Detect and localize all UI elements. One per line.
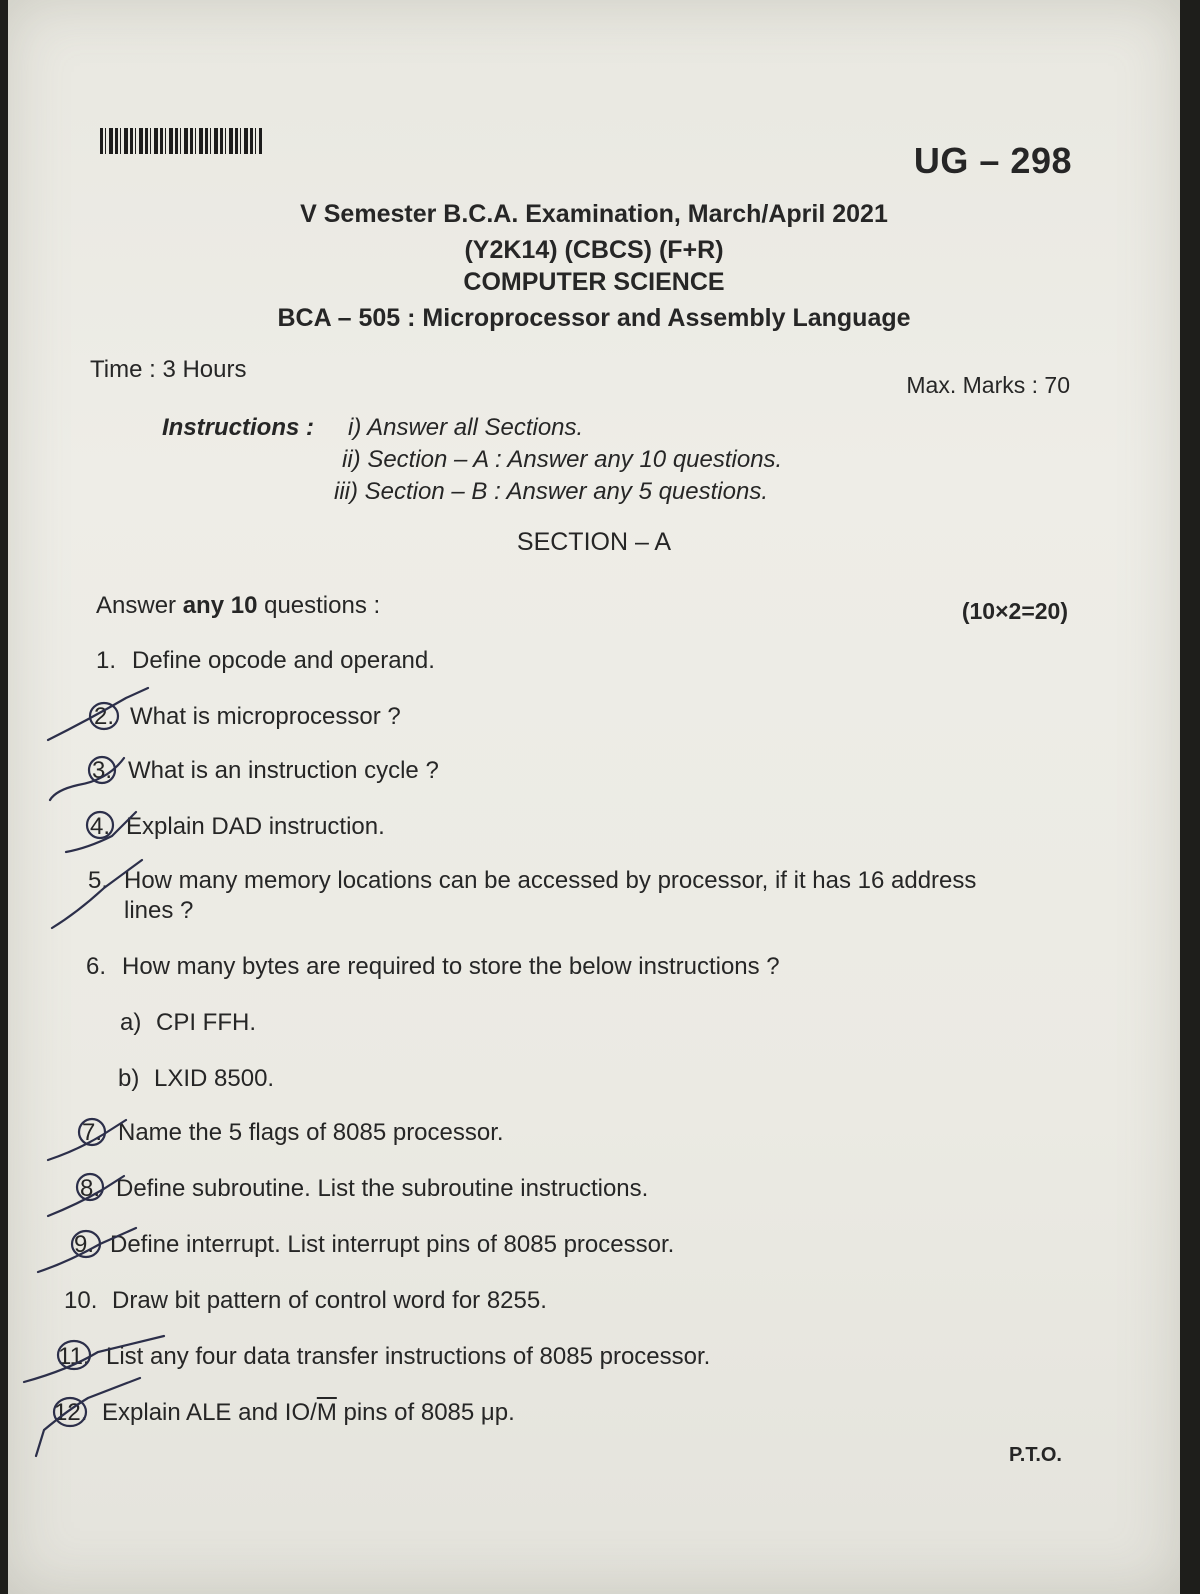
question-8: [80, 1174, 648, 1204]
instructions-label: Instructions :: [162, 414, 315, 441]
exam-title: V Semester B.C.A. Examination, March/April 2021: [300, 200, 888, 228]
question-text: How many memory locations can be accessed by processor, if it has 16 address lines ?: [124, 867, 977, 924]
exam-scheme: (Y2K14) (CBCS) (F+R): [464, 236, 724, 264]
question-number: 9.: [74, 1231, 95, 1258]
page-turn-note: P.T.O.: [1009, 1444, 1062, 1466]
question-7: [82, 1118, 504, 1148]
overlined-m: $\overline{M}$: [316, 1399, 337, 1426]
answer-prefix: Answer: [96, 592, 177, 619]
answer-suffix: questions :: [264, 592, 381, 619]
question-6-part-b: [118, 1064, 274, 1094]
question-10: [64, 1286, 547, 1316]
answer-instruction: [96, 592, 380, 620]
question-text: Draw bit pattern of control word for 8255.: [112, 1287, 547, 1314]
question-text-end: pins of 8085 μp.: [336, 1399, 515, 1426]
subpart-label: a): [120, 1009, 142, 1036]
question-4: [90, 812, 385, 842]
question-text: List any four data transfer instructions of 8085 processor.: [106, 1343, 711, 1370]
time-allowed: Time : 3 Hours: [90, 356, 247, 383]
question-number: 7.: [82, 1119, 103, 1146]
question-text: Define subroutine. List the subroutine instructions.: [116, 1175, 649, 1202]
instruction-2: ii) Section – A : Answer any 10 questions.: [342, 446, 783, 473]
subpart-text: LXID 8500.: [154, 1065, 275, 1092]
question-6-part-a: [120, 1008, 256, 1038]
question-9: [74, 1230, 674, 1260]
question-text-start: Explain ALE and IO/: [102, 1399, 317, 1426]
question-text: What is microprocessor ?: [130, 703, 401, 730]
question-12: [54, 1398, 515, 1428]
barcode: [100, 128, 262, 154]
question-text: What is an instruction cycle ?: [128, 757, 439, 784]
question-text: Define interrupt. List interrupt pins of 8085 processor.: [110, 1231, 675, 1258]
question-3: [92, 756, 439, 786]
question-text: Define opcode and operand.: [132, 647, 435, 674]
instruction-3: iii) Section – B : Answer any 5 questions.: [334, 478, 768, 505]
marks-allocation: (10×2=20): [961, 598, 1068, 624]
question-number: 4.: [90, 813, 111, 840]
instruction-1: i) Answer all Sections.: [348, 414, 584, 441]
subpart-label: b): [118, 1065, 140, 1092]
question-number: 2.: [94, 703, 115, 730]
question-5: [88, 866, 1048, 926]
question-11: [58, 1342, 710, 1372]
question-2: [94, 702, 401, 732]
question-1: [96, 646, 435, 676]
question-6: [86, 952, 780, 982]
question-number: 12.: [54, 1399, 88, 1426]
paper-code: UG – 298: [913, 140, 1072, 181]
question-number: 1.: [96, 647, 117, 674]
question-text: Explain DAD instruction.: [126, 813, 385, 840]
subject-title: COMPUTER SCIENCE: [463, 268, 725, 296]
question-text: Name the 5 flags of 8085 processor.: [118, 1119, 504, 1146]
section-title: SECTION – A: [516, 528, 672, 556]
question-text: How many bytes are required to store the below instructions ?: [122, 953, 780, 980]
exam-paper: [8, 0, 1180, 1594]
question-number: 3.: [92, 757, 113, 784]
question-number: 8.: [80, 1175, 101, 1202]
question-number: 10.: [64, 1287, 98, 1314]
question-number: 6.: [86, 953, 107, 980]
subpart-text: CPI FFH.: [156, 1009, 256, 1036]
course-title: BCA – 505 : Microprocessor and Assembly Language: [277, 304, 911, 332]
question-number: 11.: [58, 1343, 90, 1370]
answer-count: any 10: [182, 592, 258, 619]
question-number: 5.: [88, 867, 109, 894]
max-marks: Max. Marks : 70: [906, 372, 1070, 398]
